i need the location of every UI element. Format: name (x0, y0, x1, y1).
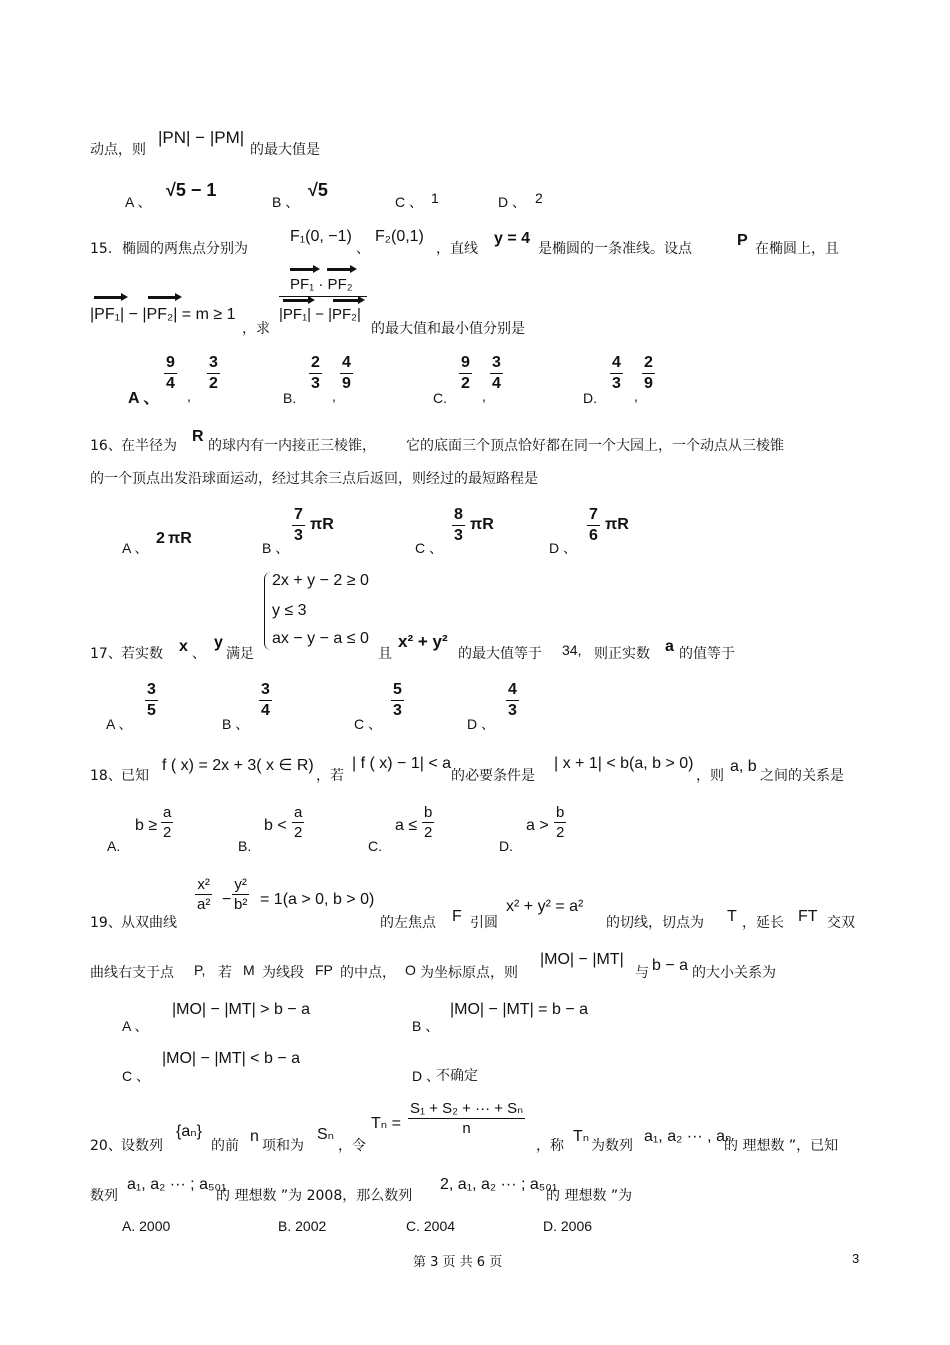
q15-directrix: y = 4 (494, 230, 531, 247)
q20-text-7: 的 理想数 ”，已知 (724, 1138, 839, 1154)
q15-option-d-label: D. (583, 390, 597, 406)
vector-arrow-icon (333, 299, 359, 302)
q15-ratio-denominator: |PF₁| − |PF₂| (279, 306, 361, 323)
q14-option-d-value: 2 (535, 190, 543, 206)
q18-option-d-frac: $\frac{b}{2}$ (556, 804, 565, 841)
q16-option-a-pi-r: πR (168, 530, 192, 547)
q14-option-d-label: D 、 (498, 194, 526, 210)
q16-option-d-frac: $\frac{7}{6}$ (589, 506, 598, 544)
q14-option-c-label: C 、 (395, 194, 423, 210)
q15-text-3: 是椭圆的一条准线。设点 (538, 241, 692, 257)
q17-option-a-label: A 、 (106, 716, 133, 732)
q15-option-d-comma: , (634, 388, 638, 404)
q17-option-b-frac: $\frac{3}{4}$ (261, 681, 270, 719)
q20-text-5: ，称 (536, 1138, 564, 1154)
q19-M: M (243, 962, 255, 978)
q17-option-c-label: C 、 (354, 716, 382, 732)
q16-option-c-label: C 、 (415, 540, 443, 556)
q18-option-a-frac: $\frac{a}{2}$ (163, 804, 172, 841)
fraction-bar (279, 296, 367, 297)
q20-text-1: 设数列 (121, 1138, 163, 1154)
q16-text-1: 在半径为 (121, 438, 177, 454)
q20-Tn: Tₙ (573, 1128, 590, 1145)
q20-list-3: 2, a₁, a₂ ··· ; a₅₀₁ (440, 1176, 558, 1193)
q15-option-c-frac-2: $\frac{3}{4}$ (492, 354, 501, 392)
q18-condition-2: | x + 1| < b(a, b > 0) (554, 755, 694, 772)
q19-text-11: 为坐标原点，则 (420, 965, 518, 981)
q17-text-2: 满足 (226, 646, 254, 662)
q16-text-3: 它的底面三个顶点恰好都在同一个大园上，一个动点从三棱锥 (406, 438, 784, 454)
q15-f2: F₂(0,1) (375, 228, 424, 245)
q20-text-2: 的前 (211, 1138, 239, 1154)
q18-ab: a, b (730, 758, 757, 775)
q19-text-5: ，延长 (742, 915, 784, 931)
q16-option-d-pi-r: πR (605, 516, 629, 533)
q14-option-b-value: √5 (308, 180, 328, 200)
q17-option-d-label: D 、 (467, 716, 495, 732)
q14-option-a-label: A 、 (125, 194, 152, 210)
q15-option-b-comma: , (332, 388, 336, 404)
q19-text-4: 的切线，切点为 (606, 915, 704, 931)
q15-f1: F₁(0, −1) (290, 228, 352, 245)
q19-F: F (452, 908, 462, 925)
q18-option-c-frac: $\frac{b}{2}$ (424, 804, 433, 841)
q15-text-5: ，求 (242, 321, 270, 337)
q19-option-b-label: B 、 (412, 1018, 440, 1034)
q16-number: 16、 (90, 438, 122, 454)
q18-option-d-label: D. (499, 838, 513, 854)
q20-text-3: 项和为 (262, 1138, 304, 1154)
q17-option-a-frac: $\frac{3}{5}$ (147, 681, 156, 719)
q19-option-d-value: 不确定 (436, 1068, 478, 1084)
q18-option-b-lhs: b < (264, 817, 287, 834)
q20-Tn-lhs: Tₙ = (371, 1115, 401, 1132)
q17-text-4: 的最大值等于 (458, 646, 542, 662)
q16-text-4: 的一个顶点出发沿球面运动，经过其余三点后返回，则经过的最短路程是 (90, 471, 538, 487)
q14-option-b-label: B 、 (272, 194, 300, 210)
q20-option-c: C. 2004 (406, 1218, 456, 1234)
q17-constraint-2: y ≤ 3 (272, 602, 307, 619)
q19-text-1: 从双曲线 (121, 915, 177, 931)
q20-n: n (250, 1128, 259, 1145)
q18-option-c-lhs: a ≤ (395, 817, 418, 834)
q18-option-d-lhs: a > (526, 817, 549, 834)
q15-option-c-frac-1: $\frac{9}{2}$ (461, 354, 470, 392)
q19-O: O (405, 962, 416, 978)
q15-text-6: 的最大值和最小值分别是 (371, 321, 525, 337)
q16-option-b-frac: $\frac{7}{3}$ (294, 506, 303, 544)
q20-option-d: D. 2006 (543, 1218, 593, 1234)
q19-T: T (727, 908, 737, 925)
q19-text-6: 交双 (827, 915, 855, 931)
q18-option-b-frac: $\frac{a}{2}$ (294, 804, 303, 841)
q20-Tn-fraction: $\frac{\text{S₁ + S₂ + ··· + Sₙ}}{n}$ (410, 1100, 524, 1137)
q16-radius: R (192, 428, 204, 445)
q20-option-b: B. 2002 (278, 1218, 327, 1234)
q14-expression: |PN| − |PM| (158, 128, 245, 147)
q19-option-a-label: A 、 (122, 1018, 149, 1034)
q15-option-d-frac-2: $\frac{2}{9}$ (644, 354, 653, 392)
q20-text-8: 数列 (90, 1188, 118, 1204)
q15-text-4: 在椭圆上，且 (755, 241, 839, 257)
q19-option-b-value: |MO| − |MT| = b − a (450, 1001, 588, 1018)
q19-circle: x² + y² = a² (506, 898, 584, 915)
vector-arrow-icon (327, 268, 351, 271)
q17-constraint-1: 2x + y − 2 ≥ 0 (272, 572, 369, 589)
q17-max-value: 34, (562, 642, 582, 658)
q18-option-c-label: C. (368, 838, 382, 854)
q19-P: P, (194, 962, 206, 978)
vector-arrow-icon (283, 299, 309, 302)
q19-minus: − (222, 891, 232, 908)
q19-hyperbola-rhs: = 1(a > 0, b > 0) (260, 891, 375, 908)
q20-sequence: {aₙ} (176, 1123, 202, 1140)
q15-sep: 、 (356, 241, 370, 257)
q19-FT: FT (798, 908, 818, 925)
q17-var-a: a (665, 638, 674, 655)
q14-prefix: 动点，则 (90, 142, 146, 158)
q19-text-10: 的中点， (340, 965, 396, 981)
q15-text-2: ，直线 (436, 241, 478, 257)
q19-option-c-label: C 、 (122, 1068, 150, 1084)
q17-text-6: 的值等于 (679, 646, 735, 662)
q15-condition: |PF₁| − |PF₂| = m ≥ 1 (90, 306, 236, 323)
vector-arrow-icon (94, 296, 122, 299)
q15-number: 15． (90, 241, 122, 257)
q18-option-a-label: A. (107, 838, 121, 854)
q18-text-1: 已知 (121, 768, 149, 784)
q15-option-a-frac-1: $\frac{9}{4}$ (166, 354, 175, 392)
q15-option-a-frac-2: $\frac{3}{2}$ (209, 354, 218, 392)
q17-constraint-3: ax − y − a ≤ 0 (272, 630, 369, 647)
q19-text-3: 引圆 (470, 915, 498, 931)
q15-option-c-label: C. (433, 390, 447, 406)
q16-option-a-label: A 、 (122, 540, 149, 556)
q16-option-b-label: B 、 (262, 540, 290, 556)
q20-text-4: ，令 (338, 1138, 366, 1154)
q16-option-d-label: D 、 (549, 540, 577, 556)
system-brace (264, 572, 271, 650)
q20-Sn: Sₙ (317, 1126, 335, 1143)
q15-option-a-label: A 、 (128, 390, 160, 407)
q15-point-p: P (737, 232, 748, 249)
q19-hyperbola-x-term: $\frac{\text{x²}}{\text{a²}}$ (197, 876, 211, 913)
q19-text-12: 与 (635, 965, 649, 981)
q19-text-8: 若 (218, 965, 232, 981)
q19-comparison: |MO| − |MT| (540, 951, 624, 968)
vector-arrow-icon (290, 268, 314, 271)
q14-suffix: 的最大值是 (250, 142, 320, 158)
q15-text-1: 椭圆的两焦点分别为 (122, 241, 248, 257)
q17-text-3: 且 (378, 646, 392, 662)
q20-text-6: 为数列 (591, 1138, 633, 1154)
q19-text-13: 的大小关系为 (692, 965, 776, 981)
q18-text-2: ，若 (316, 768, 344, 784)
page-number: 3 (852, 1251, 860, 1266)
q17-option-c-frac: $\frac{5}{3}$ (393, 681, 402, 719)
q16-text-2: 的球内有一内接正三棱锥， (208, 438, 376, 454)
q18-option-a-lhs: b ≥ (135, 817, 158, 834)
q20-list-2: a₁, a₂ ··· ; a₅₀₁ (127, 1176, 227, 1193)
q16-option-a-coef: 2 (156, 530, 165, 547)
q14-option-a-value: √5 − 1 (166, 180, 217, 200)
q16-option-c-frac: $\frac{8}{3}$ (454, 506, 463, 544)
q19-text-2: 的左焦点 (380, 915, 436, 931)
q15-option-b-frac-1: $\frac{2}{3}$ (311, 354, 320, 392)
q14-option-c-value: 1 (431, 190, 439, 206)
q18-text-5: 之间的关系是 (760, 768, 844, 784)
q19-text-7: 曲线右支于点 (90, 965, 174, 981)
q18-number: 18、 (90, 768, 122, 784)
q18-condition-1: | f ( x) − 1| < a (352, 755, 452, 772)
page-footer-center: 第 3 页 共 6 页 (413, 1255, 503, 1270)
q17-comma: 、 (192, 646, 206, 662)
q15-option-c-comma: , (482, 388, 486, 404)
q17-expression: x² + y² (398, 632, 448, 651)
q19-option-c-value: |MO| − |MT| < b − a (162, 1050, 300, 1067)
q19-FP: FP (315, 962, 333, 978)
q15-dot-product: PF₁ · PF₂ (290, 276, 353, 293)
q18-text-3: 的必要条件是 (451, 768, 535, 784)
q17-option-b-label: B 、 (222, 716, 250, 732)
vector-arrow-icon (148, 296, 176, 299)
q18-text-4: ，则 (696, 768, 724, 784)
q16-option-b-pi-r: πR (310, 516, 334, 533)
q19-text-9: 为线段 (262, 965, 304, 981)
q17-text-1: 若实数 (121, 646, 163, 662)
q20-text-9: 的 理想数 ”为 2008，那么数列 (216, 1188, 413, 1204)
q17-var-x: x (179, 638, 188, 655)
q19-option-a-value: |MO| − |MT| > b − a (172, 1001, 310, 1018)
q19-hyperbola-y-term: $\frac{\text{y²}}{\text{b²}}$ (234, 876, 248, 913)
q17-option-d-frac: $\frac{4}{3}$ (508, 681, 517, 719)
q20-option-a: A. 2000 (122, 1218, 171, 1234)
q19-number: 19、 (90, 915, 122, 931)
q16-option-c-pi-r: πR (470, 516, 494, 533)
q15-option-b-frac-2: $\frac{4}{9}$ (342, 354, 351, 392)
q15-option-b-label: B. (283, 390, 297, 406)
q17-var-y: y (214, 634, 223, 651)
q20-number: 20、 (90, 1138, 122, 1154)
q17-number: 17、 (90, 646, 122, 662)
q15-option-a-comma: , (187, 388, 191, 404)
q19-b-minus-a: b − a (652, 957, 689, 974)
q19-option-d-label: D 、 (412, 1068, 440, 1084)
q18-function: f ( x) = 2x + 3( x ∈ R) (162, 757, 314, 774)
q17-text-5: 则正实数 (594, 646, 650, 662)
q18-option-b-label: B. (238, 838, 252, 854)
q20-text-10: 的 理想数 ”为 (546, 1188, 633, 1204)
q15-option-d-frac-1: $\frac{4}{3}$ (612, 354, 621, 392)
q20-list-1: a₁, a₂ ··· , aₙ (644, 1128, 732, 1145)
